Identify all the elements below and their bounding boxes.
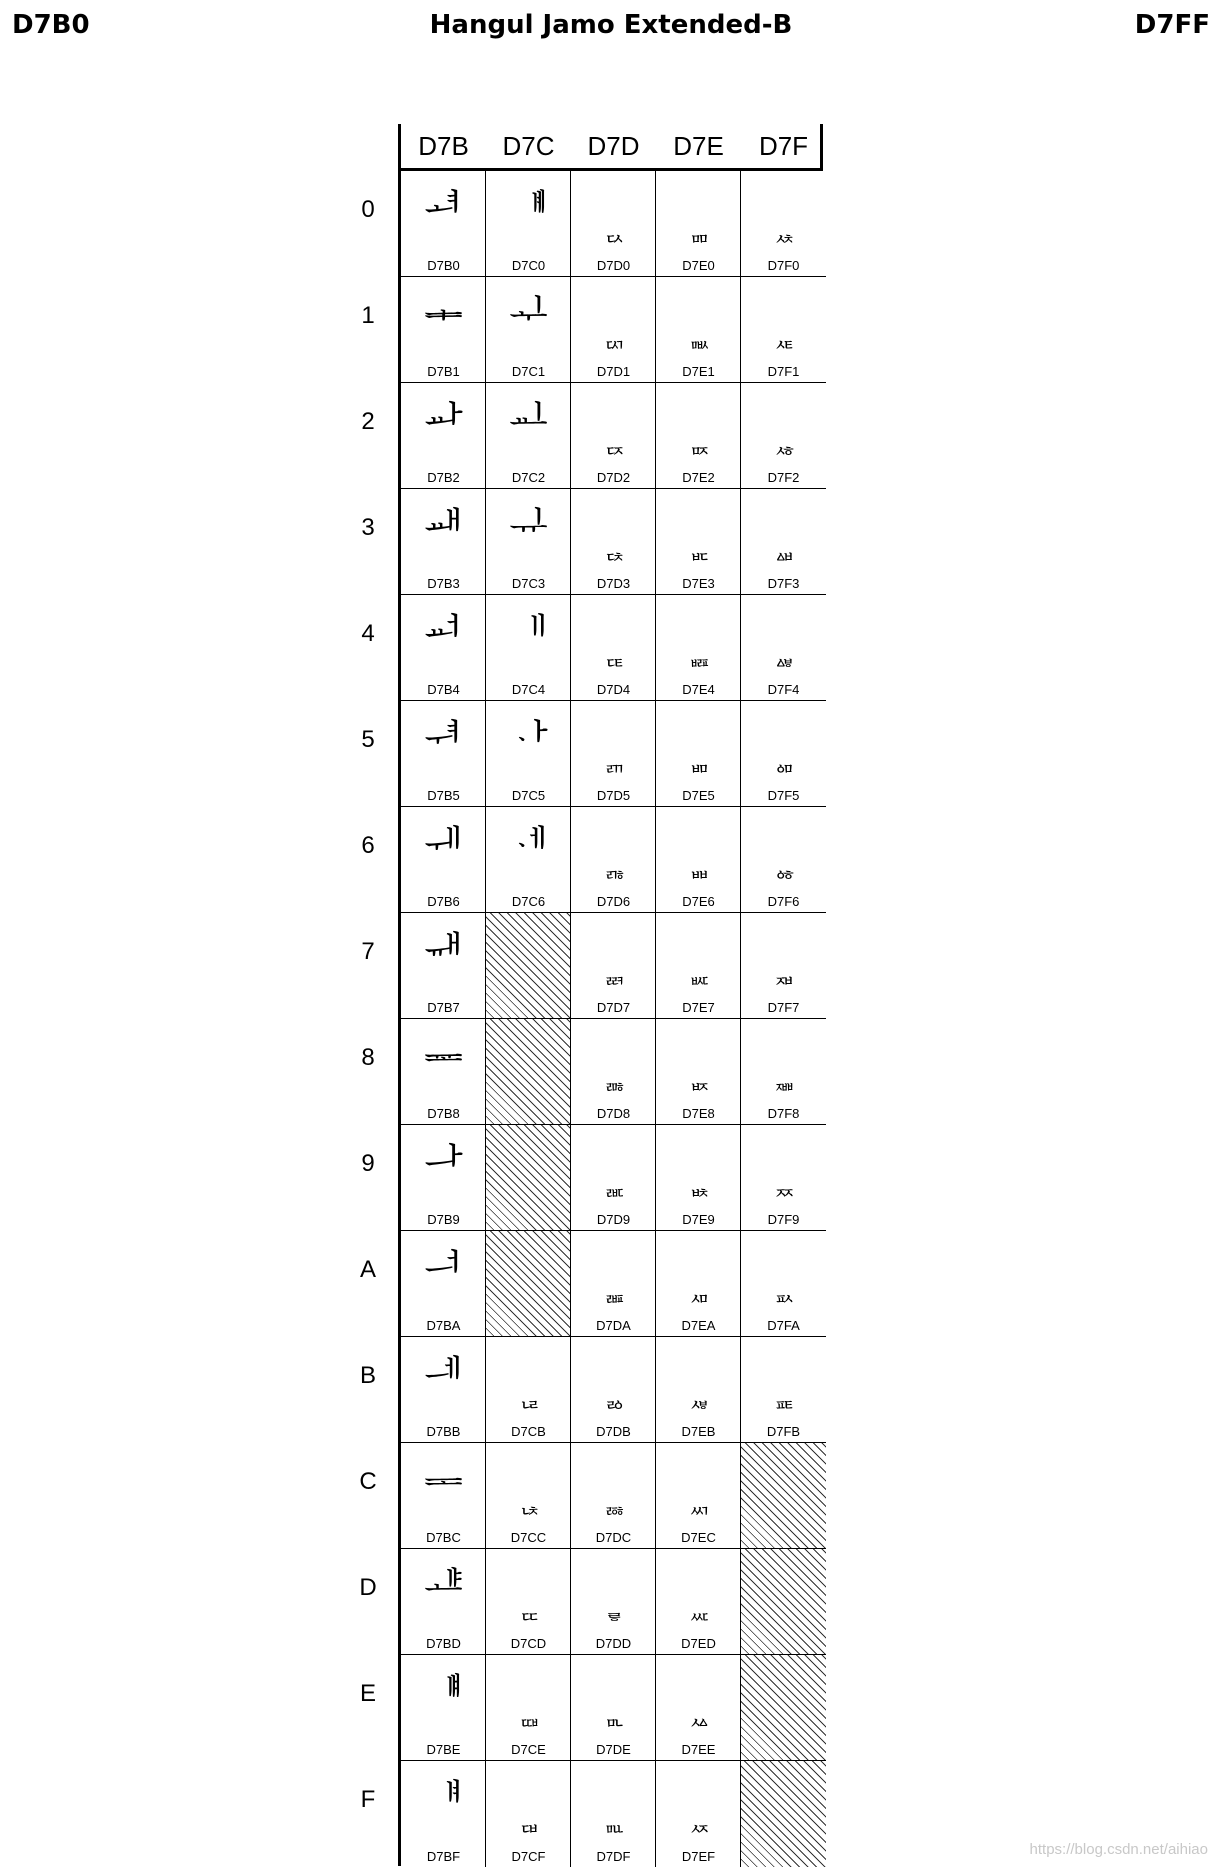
code-point-label: D7BA bbox=[426, 1318, 461, 1333]
row-label-0: 0 bbox=[361, 196, 375, 223]
row-label-8: 8 bbox=[361, 1044, 375, 1071]
code-point-label: D7F7 bbox=[767, 1000, 800, 1015]
character-glyph: ힴ bbox=[424, 611, 463, 657]
character-glyph: ퟻ bbox=[772, 1384, 795, 1412]
character-glyph: ퟱ bbox=[772, 324, 795, 352]
chart-cell-d7e4 bbox=[656, 595, 741, 701]
chart-cell-d7d4 bbox=[571, 595, 656, 701]
character-glyph: ힸ bbox=[424, 1035, 463, 1081]
chart-cell-d7da bbox=[571, 1231, 656, 1337]
character-glyph: ퟲ bbox=[772, 430, 795, 458]
chart-cell-d7e6 bbox=[656, 807, 741, 913]
chart-cell-d7ea bbox=[656, 1231, 741, 1337]
column-header-row bbox=[398, 124, 823, 168]
code-point-label: D7B8 bbox=[427, 1106, 460, 1121]
character-glyph: ퟺ bbox=[772, 1278, 795, 1306]
code-point-label: D7B2 bbox=[427, 470, 460, 485]
chart-cell-d7d5 bbox=[571, 701, 656, 807]
code-point-label: D7E7 bbox=[682, 1000, 715, 1015]
chart-cell-d7cb bbox=[486, 1337, 571, 1443]
character-glyph: ퟍ bbox=[517, 1596, 540, 1624]
reserved-cell bbox=[741, 1443, 826, 1549]
code-point-label: D7CF bbox=[511, 1849, 546, 1864]
character-glyph: ퟨ bbox=[687, 1066, 710, 1094]
code-point-label: D7F0 bbox=[767, 258, 800, 273]
row-label-a: A bbox=[359, 1256, 376, 1283]
chart-cell-d7be bbox=[401, 1655, 486, 1761]
code-point-label: D7DC bbox=[595, 1530, 632, 1545]
chart-cell-d7d3 bbox=[571, 489, 656, 595]
character-glyph: ퟛ bbox=[602, 1384, 625, 1412]
code-point-label: D7BE bbox=[426, 1742, 461, 1757]
code-point-label: D7EB bbox=[681, 1424, 716, 1439]
code-point-label: D7C5 bbox=[511, 788, 546, 803]
code-point-label: D7F3 bbox=[767, 576, 800, 591]
character-glyph: ퟒ bbox=[602, 430, 625, 458]
chart-cell-d7c0 bbox=[486, 171, 571, 277]
character-glyph: ퟹ bbox=[772, 1172, 795, 1200]
row-label-e: E bbox=[359, 1680, 376, 1707]
character-glyph: ퟸ bbox=[772, 1066, 795, 1094]
code-point-label: D7B6 bbox=[427, 894, 460, 909]
reserved-cell bbox=[741, 1549, 826, 1655]
chart-cell-d7fb bbox=[741, 1337, 826, 1443]
row-label-f: F bbox=[360, 1786, 376, 1813]
character-glyph: ퟴ bbox=[772, 642, 795, 670]
chart-cell-d7b5 bbox=[401, 701, 486, 807]
code-point-label: D7EF bbox=[681, 1849, 716, 1864]
character-glyph: ퟔ bbox=[602, 642, 625, 670]
code-point-label: D7E8 bbox=[682, 1106, 715, 1121]
code-point-label: D7E2 bbox=[682, 470, 715, 485]
chart-cell-d7e5 bbox=[656, 701, 741, 807]
chart-cell-d7cc bbox=[486, 1443, 571, 1549]
character-glyph: ퟅ bbox=[509, 717, 548, 763]
chart-cell-d7c1 bbox=[486, 277, 571, 383]
chart-cell-d7ba bbox=[401, 1231, 486, 1337]
character-glyph: ퟌ bbox=[517, 1490, 540, 1518]
character-glyph: ퟦ bbox=[687, 854, 710, 882]
chart-cell-d7ef bbox=[656, 1761, 741, 1867]
chart-cell-d7d6 bbox=[571, 807, 656, 913]
character-glyph: ퟂ bbox=[509, 399, 548, 445]
character-glyph: ퟖ bbox=[602, 854, 625, 882]
character-glyph: ퟏ bbox=[517, 1808, 540, 1836]
character-glyph: ퟆ bbox=[509, 823, 548, 869]
code-point-label: D7CB bbox=[511, 1424, 546, 1439]
chart-cell-d7bc bbox=[401, 1443, 486, 1549]
chart-cell-d7d1 bbox=[571, 277, 656, 383]
chart-cell-d7e0 bbox=[656, 171, 741, 277]
row-label-5: 5 bbox=[361, 726, 375, 753]
code-point-label: D7F2 bbox=[767, 470, 800, 485]
character-glyph: ퟜ bbox=[602, 1490, 625, 1518]
character-glyph: ퟃ bbox=[509, 505, 548, 551]
row-label-d: D bbox=[359, 1574, 377, 1601]
character-glyph: ퟰ bbox=[772, 218, 795, 246]
character-glyph: ퟕ bbox=[602, 748, 625, 776]
code-point-label: D7CE bbox=[511, 1742, 546, 1757]
character-glyph: ퟵ bbox=[772, 748, 795, 776]
character-glyph: ힻ bbox=[424, 1353, 463, 1399]
page-title: Hangul Jamo Extended-B bbox=[429, 10, 793, 40]
chart-cell-d7c6 bbox=[486, 807, 571, 913]
code-point-label: D7B4 bbox=[427, 682, 460, 697]
code-point-label: D7DA bbox=[596, 1318, 631, 1333]
code-point-label: D7EC bbox=[681, 1530, 716, 1545]
character-glyph: ퟥ bbox=[687, 748, 710, 776]
character-glyph: ퟐ bbox=[602, 218, 625, 246]
character-glyph: ퟡ bbox=[687, 324, 710, 352]
code-point-label: D7F1 bbox=[767, 364, 800, 379]
chart-cell-d7e1 bbox=[656, 277, 741, 383]
code-point-label: D7BF bbox=[426, 1849, 461, 1864]
code-point-label: D7C2 bbox=[511, 470, 546, 485]
chart-cell-d7c2 bbox=[486, 383, 571, 489]
chart-cell-d7d9 bbox=[571, 1125, 656, 1231]
character-glyph: ힰ bbox=[424, 187, 463, 233]
code-point-label: D7C1 bbox=[511, 364, 546, 379]
row-label-3: 3 bbox=[361, 514, 375, 541]
chart-cell-d7d2 bbox=[571, 383, 656, 489]
column-header-d7b: D7B bbox=[418, 131, 469, 161]
code-point-label: D7DB bbox=[596, 1424, 631, 1439]
code-point-label: D7C0 bbox=[511, 258, 546, 273]
code-point-label: D7D6 bbox=[596, 894, 631, 909]
chart-cell-d7d7 bbox=[571, 913, 656, 1019]
reserved-cell bbox=[486, 1231, 571, 1337]
character-glyph: ퟑ bbox=[602, 324, 625, 352]
code-point-label: D7FB bbox=[766, 1424, 801, 1439]
page-header bbox=[0, 10, 1222, 50]
chart-cell-d7f7 bbox=[741, 913, 826, 1019]
code-point-label: D7B0 bbox=[427, 258, 460, 273]
code-point-label: D7D8 bbox=[596, 1106, 631, 1121]
code-point-label: D7D1 bbox=[596, 364, 631, 379]
column-header-d7d: D7D bbox=[587, 131, 640, 161]
row-label-2: 2 bbox=[361, 408, 375, 435]
code-point-label: D7DF bbox=[596, 1849, 631, 1864]
row-label-7: 7 bbox=[361, 938, 375, 965]
code-point-label: D7D0 bbox=[596, 258, 631, 273]
code-point-label: D7D2 bbox=[596, 470, 631, 485]
character-glyph: ퟫ bbox=[687, 1384, 710, 1412]
chart-cell-d7d0 bbox=[571, 171, 656, 277]
code-point-label: D7D9 bbox=[596, 1212, 631, 1227]
row-label-c: C bbox=[359, 1468, 377, 1495]
character-glyph: ힲ bbox=[424, 399, 463, 445]
character-glyph: ퟷ bbox=[772, 960, 795, 988]
chart-cell-d7ed bbox=[656, 1549, 741, 1655]
row-label-6: 6 bbox=[361, 832, 375, 859]
chart-cell-d7b8 bbox=[401, 1019, 486, 1125]
character-glyph: ퟟ bbox=[602, 1808, 625, 1836]
chart-cell-d7b2 bbox=[401, 383, 486, 489]
code-point-label: D7B1 bbox=[427, 364, 460, 379]
chart-cell-d7ec bbox=[656, 1443, 741, 1549]
character-glyph: ퟬ bbox=[687, 1490, 710, 1518]
character-glyph: ퟁ bbox=[509, 293, 548, 339]
chart-cell-d7fa bbox=[741, 1231, 826, 1337]
chart-cell-d7db bbox=[571, 1337, 656, 1443]
code-point-label: D7E5 bbox=[682, 788, 715, 803]
character-glyph: ퟓ bbox=[602, 536, 625, 564]
chart-cell-d7f2 bbox=[741, 383, 826, 489]
code-point-label: D7EA bbox=[681, 1318, 716, 1333]
code-point-label: D7E0 bbox=[682, 258, 715, 273]
character-glyph: ퟙ bbox=[602, 1172, 625, 1200]
character-glyph: ힺ bbox=[424, 1247, 463, 1293]
chart-cell-d7dd bbox=[571, 1549, 656, 1655]
chart-cell-d7cd bbox=[486, 1549, 571, 1655]
code-point-label: D7DE bbox=[596, 1742, 631, 1757]
code-point-label: D7F5 bbox=[767, 788, 800, 803]
character-glyph: ퟭ bbox=[687, 1596, 710, 1624]
character-glyph: ퟮ bbox=[687, 1702, 710, 1730]
character-glyph: ퟣ bbox=[687, 536, 710, 564]
reserved-cell bbox=[741, 1761, 826, 1867]
code-point-label: D7D7 bbox=[596, 1000, 631, 1015]
chart-cell-d7b9 bbox=[401, 1125, 486, 1231]
row-label-1: 1 bbox=[361, 302, 375, 329]
code-point-label: D7D4 bbox=[596, 682, 631, 697]
row-label-b: B bbox=[359, 1362, 376, 1389]
code-point-label: D7E6 bbox=[682, 894, 715, 909]
character-glyph: ퟄ bbox=[509, 611, 548, 657]
code-point-label: D7CD bbox=[510, 1636, 547, 1651]
chart-cell-d7b0 bbox=[401, 171, 486, 277]
code-point-label: D7EE bbox=[681, 1742, 716, 1757]
code-point-label: D7E9 bbox=[682, 1212, 715, 1227]
chart-cell-d7b3 bbox=[401, 489, 486, 595]
code-chart-grid bbox=[398, 168, 823, 1866]
chart-cell-d7ce bbox=[486, 1655, 571, 1761]
reserved-cell bbox=[486, 913, 571, 1019]
chart-cell-d7bf bbox=[401, 1761, 486, 1867]
code-point-label: D7C4 bbox=[511, 682, 546, 697]
character-glyph: ힽ bbox=[424, 1565, 463, 1611]
character-glyph: ힿ bbox=[424, 1777, 463, 1823]
code-point-label: D7C6 bbox=[511, 894, 546, 909]
code-point-label: D7E4 bbox=[682, 682, 715, 697]
code-point-label: D7C3 bbox=[511, 576, 546, 591]
chart-cell-d7f9 bbox=[741, 1125, 826, 1231]
chart-cell-d7f8 bbox=[741, 1019, 826, 1125]
chart-cell-d7c5 bbox=[486, 701, 571, 807]
code-point-label: D7ED bbox=[681, 1636, 716, 1651]
reserved-cell bbox=[486, 1125, 571, 1231]
reserved-cell bbox=[741, 1655, 826, 1761]
character-glyph: ퟎ bbox=[517, 1702, 540, 1730]
code-point-label: D7B9 bbox=[427, 1212, 460, 1227]
character-glyph: ힶ bbox=[424, 823, 463, 869]
chart-cell-d7e9 bbox=[656, 1125, 741, 1231]
character-glyph: ퟪ bbox=[687, 1278, 710, 1306]
code-point-label: D7F4 bbox=[767, 682, 800, 697]
character-glyph: ퟯ bbox=[687, 1808, 710, 1836]
character-glyph: ힵ bbox=[424, 717, 463, 763]
chart-cell-d7d8 bbox=[571, 1019, 656, 1125]
column-header-d7c: D7C bbox=[502, 131, 555, 161]
chart-cell-d7f0 bbox=[741, 171, 826, 277]
chart-cell-d7cf bbox=[486, 1761, 571, 1867]
character-glyph: ퟞ bbox=[602, 1702, 625, 1730]
character-glyph: ퟗ bbox=[602, 960, 625, 988]
character-glyph: ퟢ bbox=[687, 430, 710, 458]
character-glyph: ퟶ bbox=[772, 854, 795, 882]
code-point-label: D7B5 bbox=[427, 788, 460, 803]
range-end-label: D7FF bbox=[1134, 10, 1210, 40]
watermark: https://blog.csdn.net/aihiao bbox=[1029, 1841, 1208, 1858]
code-point-label: D7F9 bbox=[767, 1212, 800, 1227]
code-point-label: D7BD bbox=[426, 1636, 461, 1651]
character-glyph: ퟤ bbox=[687, 642, 710, 670]
chart-cell-d7bd bbox=[401, 1549, 486, 1655]
character-glyph: ퟚ bbox=[602, 1278, 625, 1306]
chart-cell-d7f6 bbox=[741, 807, 826, 913]
code-point-label: D7FA bbox=[767, 1318, 800, 1333]
chart-cell-d7b1 bbox=[401, 277, 486, 383]
character-glyph: ힹ bbox=[424, 1141, 463, 1187]
chart-cell-d7b4 bbox=[401, 595, 486, 701]
chart-cell-d7ee bbox=[656, 1655, 741, 1761]
chart-cell-d7b6 bbox=[401, 807, 486, 913]
code-point-label: D7E1 bbox=[682, 364, 715, 379]
chart-cell-d7c3 bbox=[486, 489, 571, 595]
row-label-4: 4 bbox=[361, 620, 375, 647]
code-point-label: D7BC bbox=[426, 1530, 461, 1545]
code-point-label: D7E3 bbox=[682, 576, 715, 591]
code-point-label: D7DD bbox=[595, 1636, 632, 1651]
chart-cell-d7de bbox=[571, 1655, 656, 1761]
chart-cell-d7e7 bbox=[656, 913, 741, 1019]
character-glyph: ퟀ bbox=[509, 187, 548, 233]
character-glyph: ퟠ bbox=[687, 218, 710, 246]
code-point-label: D7F6 bbox=[767, 894, 800, 909]
column-header-d7e: D7E bbox=[673, 131, 724, 161]
column-header-d7f: D7F bbox=[758, 131, 809, 161]
character-glyph: ퟳ bbox=[772, 536, 795, 564]
chart-cell-d7f3 bbox=[741, 489, 826, 595]
character-glyph: ힾ bbox=[424, 1671, 463, 1717]
character-glyph: ힷ bbox=[424, 929, 463, 975]
code-point-label: D7D5 bbox=[596, 788, 631, 803]
character-glyph: ퟝ bbox=[602, 1596, 625, 1624]
range-start-label: D7B0 bbox=[12, 10, 90, 40]
chart-cell-d7e2 bbox=[656, 383, 741, 489]
character-glyph: ힼ bbox=[424, 1459, 463, 1505]
code-point-label: D7B3 bbox=[427, 576, 460, 591]
chart-cell-d7f5 bbox=[741, 701, 826, 807]
code-point-label: D7BB bbox=[426, 1424, 461, 1439]
character-glyph: ퟘ bbox=[602, 1066, 625, 1094]
reserved-cell bbox=[486, 1019, 571, 1125]
chart-cell-d7f4 bbox=[741, 595, 826, 701]
chart-cell-d7f1 bbox=[741, 277, 826, 383]
character-glyph: ퟧ bbox=[687, 960, 710, 988]
code-point-label: D7CC bbox=[510, 1530, 547, 1545]
chart-cell-d7bb bbox=[401, 1337, 486, 1443]
code-point-label: D7B7 bbox=[427, 1000, 460, 1015]
row-label-9: 9 bbox=[361, 1150, 375, 1177]
chart-cell-d7dc bbox=[571, 1443, 656, 1549]
chart-cell-d7e3 bbox=[656, 489, 741, 595]
character-glyph: ힱ bbox=[424, 293, 463, 339]
code-point-label: D7D3 bbox=[596, 576, 631, 591]
chart-cell-d7b7 bbox=[401, 913, 486, 1019]
character-glyph: ퟩ bbox=[687, 1172, 710, 1200]
character-glyph: ퟋ bbox=[517, 1384, 540, 1412]
character-glyph: ힳ bbox=[424, 505, 463, 551]
code-point-label: D7F8 bbox=[767, 1106, 800, 1121]
chart-cell-d7c4 bbox=[486, 595, 571, 701]
chart-cell-d7e8 bbox=[656, 1019, 741, 1125]
chart-cell-d7eb bbox=[656, 1337, 741, 1443]
chart-cell-d7df bbox=[571, 1761, 656, 1867]
